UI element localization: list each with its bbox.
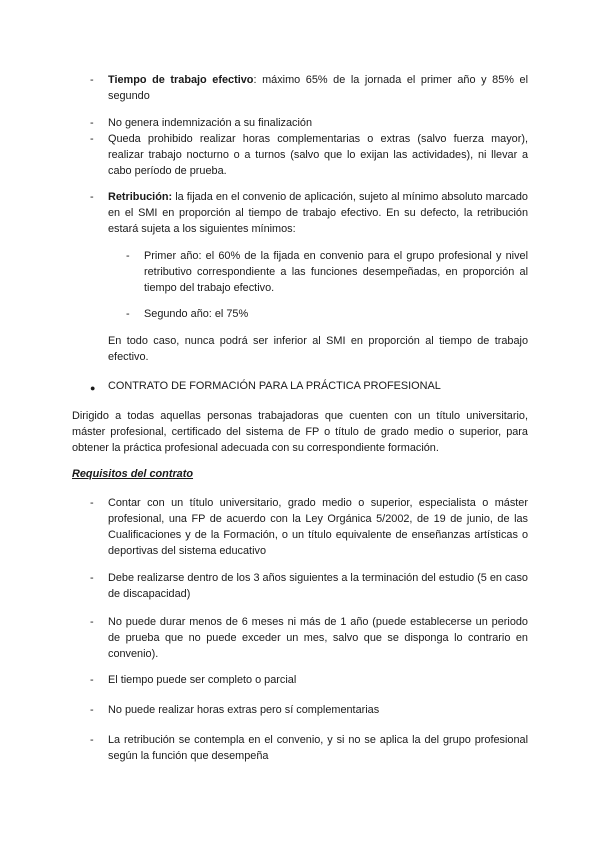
item-bold-label: Tiempo de trabajo efectivo [108, 74, 254, 86]
dash-marker: - [90, 497, 94, 509]
dash-marker: - [90, 674, 94, 686]
dash-marker: - [126, 250, 130, 262]
bullet-icon: ● [90, 383, 96, 393]
dash-marker: - [90, 572, 94, 584]
sub-item-text: Primer año: el 60% de la fijada en convenio para el grupo profesional y nivel retributivo correspondiente a las funciones desempeñadas, en proporción al tiempo del trabajo efectivo. [144, 250, 528, 294]
dash-marker: - [90, 616, 94, 628]
requisito-item [90, 672, 528, 688]
requisito-text: No puede durar menos de 6 meses ni más de 1 año (puede establecerse un periodo de prueba que no puede exceder un mes, salvo que se disponga lo contrario en convenio). [108, 616, 528, 660]
item-text: Queda prohibido realizar horas complementarias o extras (salvo fuerza mayor), realizar trabajo nocturno o a turnos (salvo que lo exijan las actividades), ni llevar a cabo período de prueba. [108, 133, 528, 177]
dash-marker: - [90, 74, 94, 86]
requisito-item [90, 702, 528, 718]
item-text: la fijada en el convenio de aplicación, sujeto al mínimo absoluto marcado en el SMI en proporción al tiempo de trabajo efectivo. En su defecto, la retribución estará sujeta a los siguientes mínimos: [108, 191, 528, 235]
sub-list-item [126, 306, 528, 322]
dash-marker: - [90, 704, 94, 716]
section-heading: CONTRATO DE FORMACIÓN PARA LA PRÁCTICA PROFESIONAL [108, 380, 441, 392]
requisito-text: Debe realizarse dentro de los 3 años siguientes a la terminación del estudio (5 en caso de discapacidad) [108, 572, 528, 600]
dash-marker: - [90, 133, 94, 145]
sub-list-item [126, 248, 528, 296]
requisito-text: El tiempo puede ser completo o parcial [108, 674, 297, 686]
requisito-item [90, 570, 528, 602]
requisito-text: No puede realizar horas extras pero sí complementarias [108, 704, 380, 716]
dash-marker: - [90, 191, 94, 203]
item-text: : máximo 65% de la jornada el primer año y 85% el segundo [108, 74, 528, 102]
list-item [90, 131, 528, 179]
list-item [90, 189, 528, 237]
requisito-item [90, 732, 528, 764]
requisito-text: Contar con un título universitario, grado medio o superior, especialista o máster profesional, una FP de acuerdo con la Ley Orgánica 5/2002, de 19 de junio, de las Cualificaciones y de la Formación, o un título equivalente de enseñanzas artísticas o deportivas del sistema educativo [108, 497, 528, 557]
dash-marker: - [126, 308, 130, 320]
dash-marker: - [90, 117, 94, 129]
sub-item-text: Segundo año: el 75% [144, 308, 249, 320]
note-paragraph: En todo caso, nunca podrá ser inferior al SMI en proporción al tiempo de trabajo efectivo. [108, 335, 528, 363]
requisito-text: La retribución se contempla en el convenio, y si no se aplica la del grupo profesional según la función que desempeña [108, 734, 528, 762]
list-item [90, 115, 528, 131]
item-text: No genera indemnización a su finalización [108, 117, 313, 129]
requisito-item [90, 614, 528, 662]
intro-paragraph: Dirigido a todas aquellas personas trabajadoras que cuenten con un título universitario, máster profesional, certificado del sistema de FP o título de grado medio o superior, para obtener la práctica profesional adecuada con su correspondiente formación. [72, 410, 528, 454]
item-bold-label: Retribución: [108, 191, 173, 203]
list-item [90, 72, 528, 104]
requisito-item [90, 495, 528, 559]
requisitos-heading: Requisitos del contrato [72, 468, 194, 480]
dash-marker: - [90, 734, 94, 746]
